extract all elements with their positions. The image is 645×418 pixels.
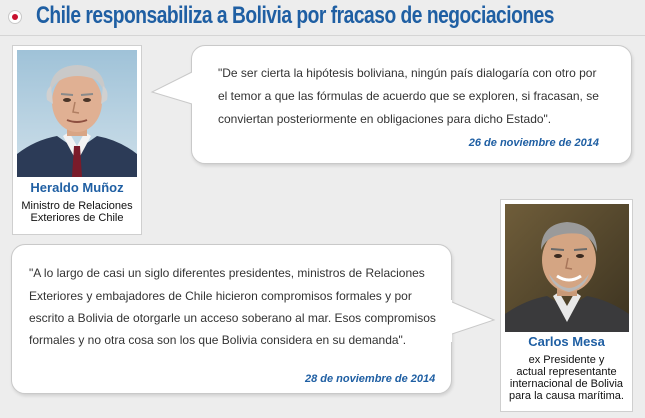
quote-2-line2: Exteriores y embajadores de Chile hicieron compromisos formales y por bbox=[29, 289, 412, 303]
quote-1-date: 26 de noviembre de 2014 bbox=[468, 137, 599, 149]
quote-1-line3: conviertan posteriormente en obligaciones para dicho Estado". bbox=[218, 112, 552, 126]
person-role-heraldo-line1: Ministro de Relaciones bbox=[21, 200, 133, 212]
quote-1-line1: "De ser cierta la hipótesis boliviana, ningún país dialogaría con otro por bbox=[218, 66, 597, 80]
quote-2-line3: escrito a Bolivia de otorgarle un acceso soberano al mar. Esos compromisos bbox=[29, 311, 436, 325]
quote-bubble-1-tail bbox=[150, 70, 194, 110]
bullet-icon bbox=[8, 10, 22, 24]
person-name-heraldo: Heraldo Muñoz bbox=[30, 180, 124, 195]
quote-2-line1: "A lo largo de casi un siglo diferentes presidentes, ministros de Relaciones bbox=[29, 266, 425, 280]
quote-bubble-2-tail bbox=[450, 300, 496, 342]
profile-card-heraldo bbox=[12, 45, 142, 235]
person-role-heraldo-line2: Exteriores de Chile bbox=[30, 212, 124, 224]
person-role-carlos-line1: ex Presidente y bbox=[528, 354, 605, 366]
portrait-photo-heraldo bbox=[17, 50, 137, 177]
person-role-carlos-line4: para la causa marítima. bbox=[509, 390, 624, 402]
header-divider bbox=[0, 35, 645, 36]
quote-2-date: 28 de noviembre de 2014 bbox=[305, 373, 436, 385]
quote-1-line2: el temor a que las fórmulas de acuerdo que se exploren, si fracasan, se bbox=[218, 89, 599, 103]
portrait-photo-carlos bbox=[505, 204, 629, 332]
page-title: Chile responsabiliza a Bolivia por fracaso de negociaciones bbox=[36, 2, 554, 29]
person-role-carlos-line2: actual representante bbox=[516, 366, 617, 378]
person-role-carlos-line3: internacional de Bolivia bbox=[509, 378, 624, 390]
header bbox=[0, 0, 645, 38]
profile-card-carlos bbox=[500, 199, 633, 412]
person-name-carlos: Carlos Mesa bbox=[528, 334, 605, 349]
quote-2-line4: formales y no otra cosa son los que Bolivia considera en su demanda". bbox=[29, 333, 407, 347]
